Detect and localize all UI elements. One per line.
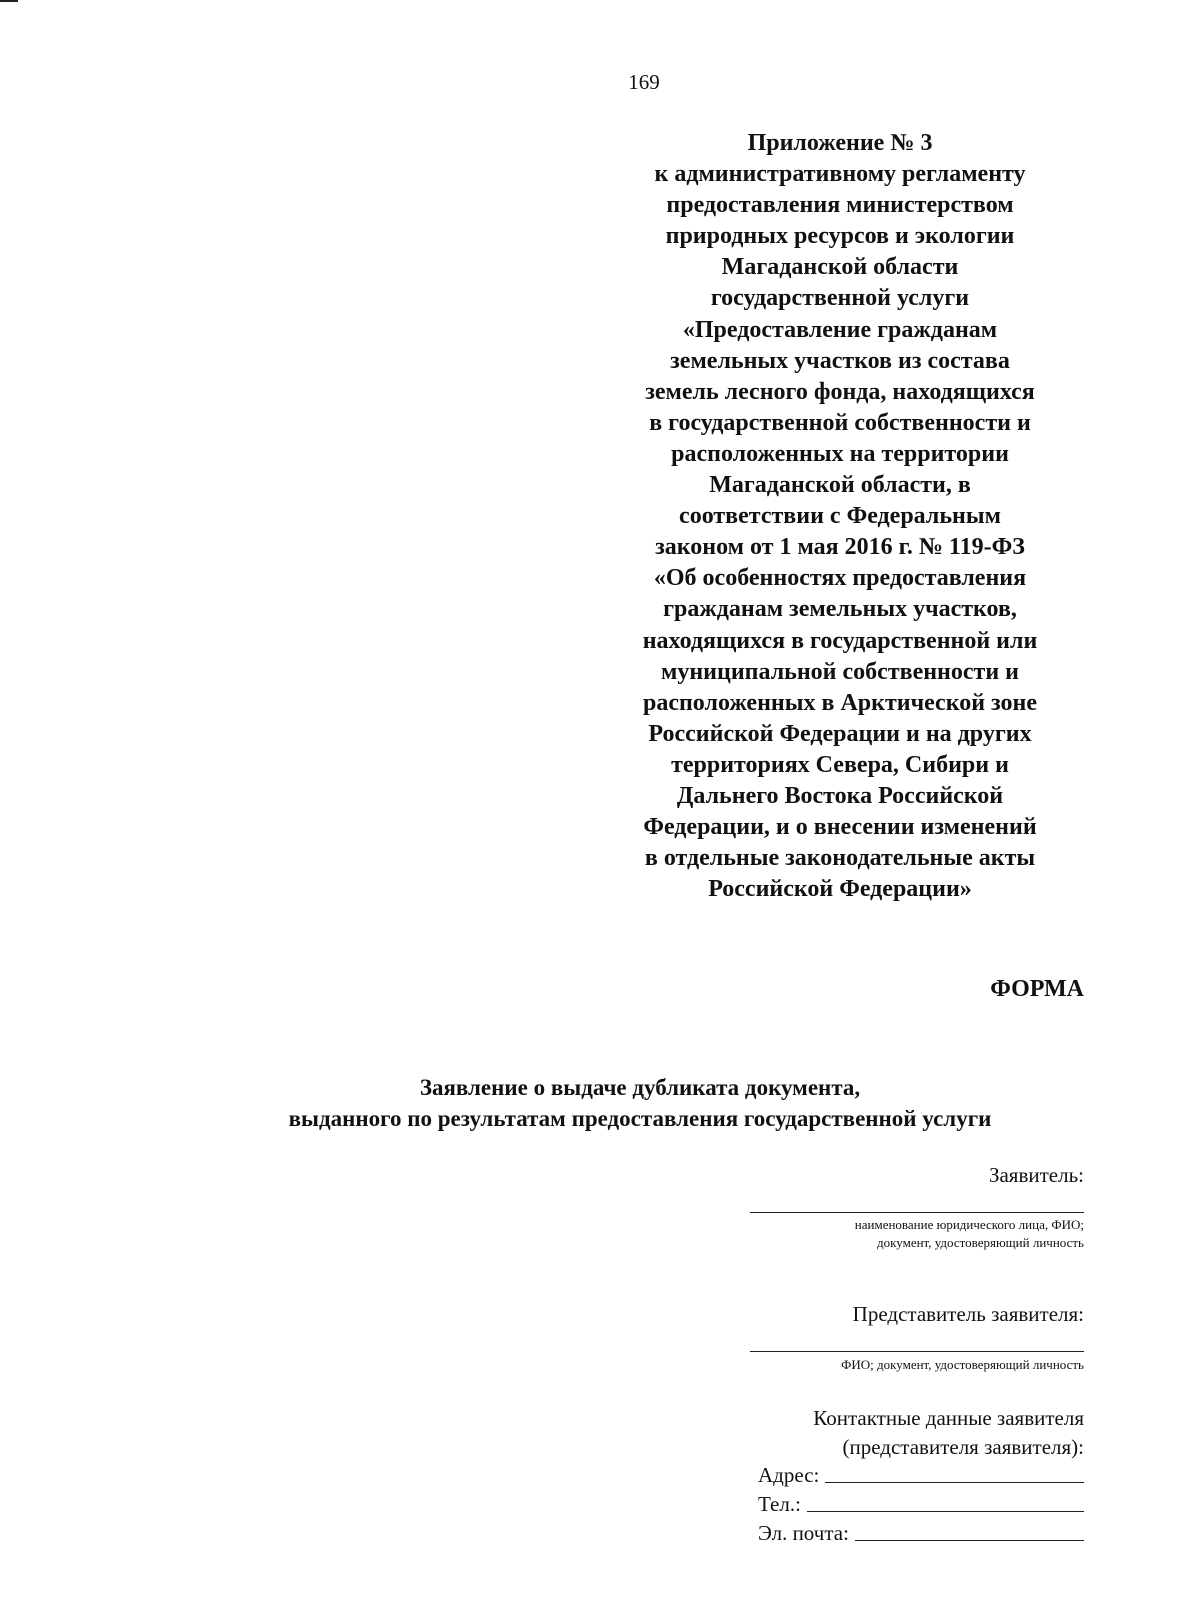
appendix-line: предоставления министерством xyxy=(666,192,1014,219)
appendix-line: государственной услуги xyxy=(710,285,970,312)
appendix-line: земель лесного фонда, находящихся xyxy=(645,378,1035,405)
applicant-hint-line-1: наименование юридического лица, ФИО; xyxy=(854,1217,1084,1232)
appendix-line: Магаданской области, в xyxy=(709,472,971,499)
document-title-line-1: Заявление о выдаче дубликата документа, xyxy=(419,1075,861,1100)
contacts-heading-line-1: Контактные данные заявителя xyxy=(813,1406,1084,1430)
applicant-hint xyxy=(684,1216,1084,1252)
appendix-line: соответствии с Федеральным xyxy=(679,503,1001,530)
email-label: Эл. почта: xyxy=(758,1521,849,1545)
appendix-line: к административному регламенту xyxy=(654,161,1026,188)
address-row xyxy=(758,1460,1084,1488)
appendix-line: Приложение № 3 xyxy=(747,130,933,156)
applicant-hint-line-2: документ, удостоверяющий личность xyxy=(877,1235,1084,1250)
appendix-line: земельных участков из состава xyxy=(670,347,1010,374)
appendix-line: находящихся в государственной или xyxy=(642,627,1038,654)
appendix-line: в государственной собственности и xyxy=(649,409,1031,436)
page-number: 169 xyxy=(628,70,660,94)
appendix-line: муниципальной собственности и xyxy=(661,658,1019,685)
applicant-label: Заявитель: xyxy=(988,1163,1084,1187)
representative-field-line[interactable] xyxy=(750,1351,1084,1352)
email-field-line[interactable] xyxy=(855,1540,1084,1541)
appendix-line: гражданам земельных участков, xyxy=(663,596,1017,623)
scan-corner-mark xyxy=(0,0,18,2)
phone-field-line[interactable] xyxy=(807,1511,1084,1512)
appendix-line: Федерации, и о внесении изменений xyxy=(643,814,1037,841)
email-row xyxy=(758,1518,1084,1546)
appendix-line: Российской Федерации и на других xyxy=(648,720,1032,747)
appendix-line: природных ресурсов и экологии xyxy=(665,223,1015,250)
appendix-line: территориях Севера, Сибири и xyxy=(671,751,1009,778)
phone-label: Тел.: xyxy=(758,1492,801,1516)
appendix-line: Дальнего Востока Российской xyxy=(676,782,1004,809)
form-label: ФОРМА xyxy=(990,976,1084,1002)
representative-label: Представитель заявителя: xyxy=(852,1302,1084,1326)
address-field-line[interactable] xyxy=(825,1482,1084,1483)
appendix-line: «Предоставление гражданам xyxy=(682,316,998,343)
appendix-line: Магаданской области xyxy=(721,254,959,281)
appendix-line: законом от 1 мая 2016 г. № 119-ФЗ xyxy=(655,534,1025,561)
appendix-line: «Об особенностях предоставления xyxy=(653,565,1027,592)
appendix-line: расположенных в Арктической зоне xyxy=(642,689,1038,716)
address-label: Адрес: xyxy=(758,1463,820,1487)
appendix-line: Российской Федерации» xyxy=(708,876,972,903)
representative-hint: ФИО; документ, удостоверяющий личность xyxy=(841,1357,1084,1372)
contacts-heading xyxy=(664,1404,1084,1462)
contacts-heading-line-2: (представителя заявителя): xyxy=(842,1435,1084,1459)
appendix-line: расположенных на территории xyxy=(671,440,1009,467)
appendix-line: в отдельные законодательные акты xyxy=(644,845,1036,872)
applicant-field-line[interactable] xyxy=(750,1212,1084,1213)
document-title-line-2: выданного по результатам предоставления государственной услуги xyxy=(288,1106,992,1131)
appendix-header xyxy=(600,128,1080,905)
phone-row xyxy=(758,1489,1084,1517)
document-title xyxy=(200,1072,1080,1134)
